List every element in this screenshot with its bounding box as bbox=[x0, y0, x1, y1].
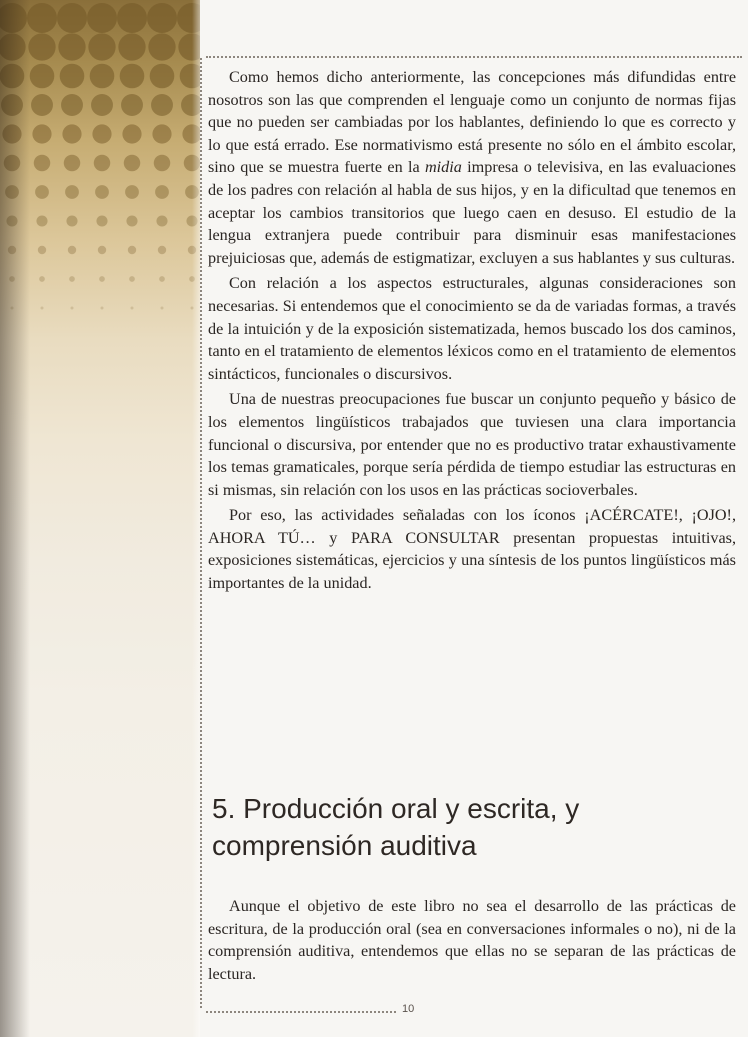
halftone-dot bbox=[64, 155, 81, 172]
dotted-rule-bottom bbox=[206, 1011, 396, 1013]
halftone-dot bbox=[87, 3, 117, 33]
halftone-dot bbox=[99, 276, 105, 282]
halftone-dot bbox=[66, 215, 77, 226]
halftone-dot bbox=[38, 246, 46, 254]
halftone-dot bbox=[161, 307, 164, 310]
page-gutter-shadow bbox=[0, 0, 30, 1037]
halftone-dot bbox=[124, 155, 141, 172]
halftone-dot bbox=[71, 307, 74, 310]
halftone-dot bbox=[69, 276, 75, 282]
halftone-dot bbox=[155, 185, 169, 199]
halftone-dot bbox=[31, 94, 53, 116]
paragraph-4: Por eso, las actividades señaladas con los íconos ¡ACÉRCATE!, ¡OJO!, AHORA TÚ… y PARA CONSULTAR presentan propuestas intuitivas, exposiciones sistemáticas, ejercicios y una síntesis de los puntos lingüísticos más importantes de la unidad. bbox=[208, 506, 736, 593]
halftone-dot bbox=[156, 215, 167, 226]
dotted-rule-left bbox=[200, 58, 202, 1008]
paragraph-3: Una de nuestras preocupaciones fue buscar un conjunto pequeño y básico de los elementos lingüísticos trabajados que tuviesen una clara importancia funcional o discursiva, por entender que no es productivo tratar exhaustivamente los temas gramaticales, porque sería pérdida de tiempo estudiar las estructuras en si mismas, sin relación con los usos en las prácticas socioverbales. bbox=[208, 390, 736, 499]
halftone-dot bbox=[121, 94, 143, 116]
halftone-dot bbox=[120, 64, 145, 89]
halftone-dot bbox=[92, 124, 111, 143]
halftone-dot bbox=[39, 276, 45, 282]
halftone-dot bbox=[148, 33, 175, 60]
halftone-dot bbox=[32, 124, 51, 143]
halftone-dot bbox=[154, 155, 171, 172]
paragraph-1: Como hemos dicho anteriormente, las concepciones más difundidas entre nosotros son las que comprenden el lenguaje como un conjunto de normas fijas que no pueden ser cambiadas por los hablantes, definiendo lo que es correcto y lo que está errado. Ese normativismo está presente no sólo en el ámbito escolar, sino que se muestra fuerte en la midia impresa o televisiva, en las evaluaciones de los padres con relación al habla de sus hijos, y en la dificultad que tenemos en aceptar los cambios transitorios que luego caen en desuso. El estudio de la lengua extranjera puede contribuir para disminuir esas manifestaciones prejuiciosas que, además de estigmatizar, excluyen a sus hablantes y sus culturas. bbox=[208, 68, 736, 267]
halftone-dot bbox=[57, 3, 87, 33]
halftone-dots-pattern bbox=[0, 0, 200, 330]
halftone-dot bbox=[27, 3, 57, 33]
halftone-dot bbox=[60, 64, 85, 89]
halftone-dot bbox=[65, 185, 79, 199]
halftone-dot bbox=[28, 33, 55, 60]
section-intro bbox=[208, 895, 736, 988]
halftone-dot bbox=[151, 94, 173, 116]
halftone-dot bbox=[158, 246, 166, 254]
halftone-dot bbox=[41, 307, 44, 310]
halftone-dot bbox=[90, 64, 115, 89]
halftone-dot bbox=[98, 246, 106, 254]
halftone-dot bbox=[152, 124, 171, 143]
halftone-dot bbox=[101, 307, 104, 310]
halftone-dot bbox=[91, 94, 113, 116]
halftone-dot bbox=[88, 33, 115, 60]
halftone-dot bbox=[159, 276, 165, 282]
halftone-dot bbox=[147, 3, 177, 33]
section-intro-paragraph: Aunque el objetivo de este libro no sea el desarrollo de las prácticas de escritura, de la producción oral (sea en conversaciones informales o no), ni de la comprensión auditiva, entendemos que ellas no se separan de las prácticas de lectura. bbox=[208, 897, 736, 983]
dotted-rule-top bbox=[206, 56, 742, 58]
halftone-dot bbox=[118, 33, 145, 60]
halftone-dot bbox=[36, 215, 47, 226]
halftone-dot bbox=[129, 276, 135, 282]
halftone-dot bbox=[35, 185, 49, 199]
halftone-dot bbox=[128, 246, 136, 254]
halftone-dot bbox=[117, 3, 147, 33]
halftone-dot bbox=[122, 124, 141, 143]
halftone-dot bbox=[95, 185, 109, 199]
halftone-dot bbox=[125, 185, 139, 199]
halftone-dot bbox=[94, 155, 111, 172]
emphasis-midia: midia bbox=[424, 158, 462, 177]
halftone-dot bbox=[126, 215, 137, 226]
halftone-dot bbox=[150, 64, 175, 89]
halftone-dot bbox=[96, 215, 107, 226]
halftone-dot bbox=[62, 124, 81, 143]
section-heading: 5. Producción oral y escrita, y comprensión auditiva bbox=[212, 793, 580, 861]
band-edge-highlight bbox=[192, 0, 200, 1037]
halftone-dot bbox=[30, 64, 55, 89]
decorative-side-band bbox=[0, 0, 200, 1037]
halftone-dot bbox=[61, 94, 83, 116]
halftone-dot bbox=[34, 155, 51, 172]
halftone-dot bbox=[58, 33, 85, 60]
page-number: 10 bbox=[402, 1003, 415, 1015]
body-text bbox=[208, 66, 736, 598]
halftone-dot bbox=[68, 246, 76, 254]
paragraph-2: Con relación a los aspectos estructurales, algunas consideraciones son necesarias. Si entendemos que el conocimiento se da de variadas formas, a través de la intuición y de la exposición sistematizada, hemos buscado los dos caminos, tanto en el tratamiento de elementos léxicos como en el tratamiento de elementos sintácticos, funcionales o discursivos. bbox=[208, 274, 736, 383]
halftone-dot bbox=[131, 307, 134, 310]
